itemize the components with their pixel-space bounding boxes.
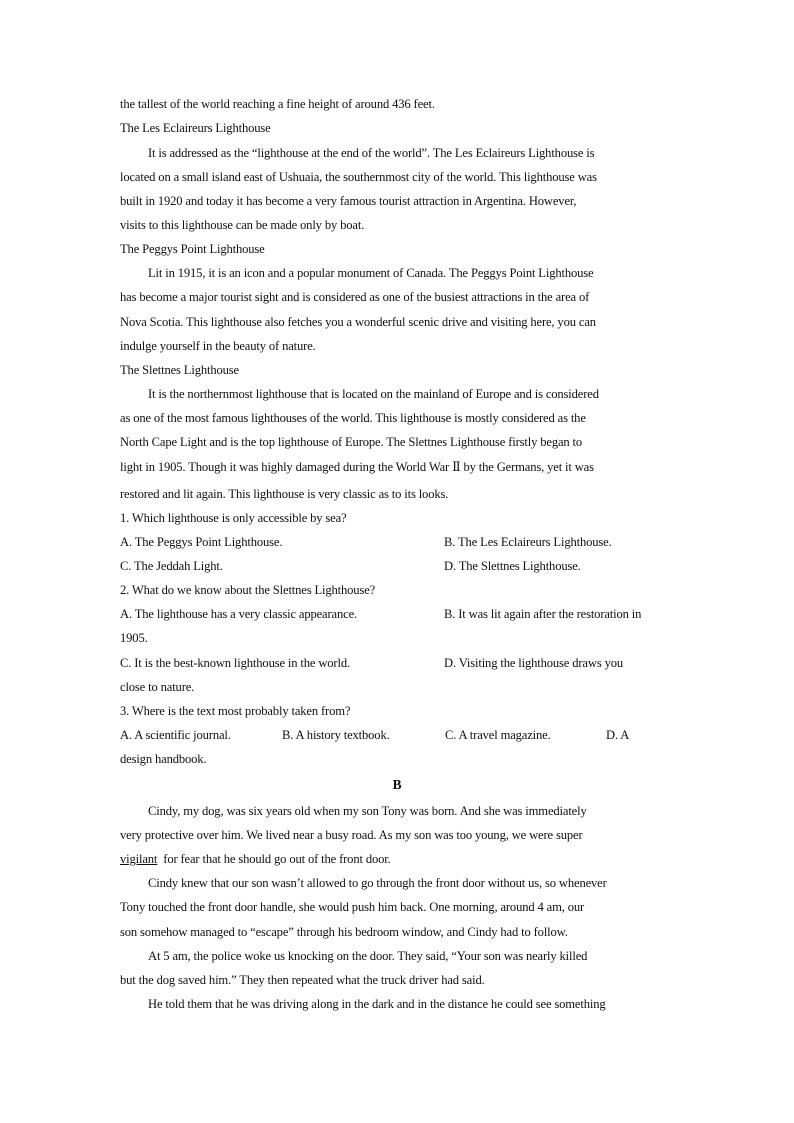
section-heading-les-eclaireurs: The Les Eclaireurs Lighthouse bbox=[120, 121, 271, 135]
question-2-option-c: C. It is the best-known lighthouse in the world. bbox=[120, 656, 350, 670]
intro-line: the tallest of the world reaching a fine height of around 436 feet. bbox=[120, 97, 435, 111]
section-heading-slettnes: The Slettnes Lighthouse bbox=[120, 363, 239, 377]
question-3-option-b: B. A history textbook. bbox=[282, 728, 390, 742]
question-2-option-b: B. It was lit again after the restoration in bbox=[444, 607, 642, 621]
paragraph-line-rest: for fear that he should go out of the front door. bbox=[157, 852, 391, 866]
paragraph-line: It is the northernmost lighthouse that is located on the mainland of Europe and is considered bbox=[148, 387, 599, 401]
paragraph-line: visits to this lighthouse can be made only by boat. bbox=[120, 218, 365, 232]
paragraph-line: Cindy knew that our son wasn’t allowed to go through the front door without us, so whenever bbox=[148, 876, 607, 890]
question-1-option-b: B. The Les Eclaireurs Lighthouse. bbox=[444, 535, 612, 549]
question-2-option-d: D. Visiting the lighthouse draws you bbox=[444, 656, 624, 670]
question-3-stem: 3. Where is the text most probably taken from? bbox=[120, 704, 351, 718]
paragraph-line: It is addressed as the “lighthouse at the end of the world”. The Les Eclaireurs Lighthouse is bbox=[148, 146, 595, 160]
paragraph-line: located on a small island east of Ushuaia, the southernmost city of the world. This lighthouse was bbox=[120, 170, 597, 184]
question-2-option-a: A. The lighthouse has a very classic appearance. bbox=[120, 607, 358, 621]
section-heading-peggys-point: The Peggys Point Lighthouse bbox=[120, 242, 265, 256]
paragraph-line: indulge yourself in the beauty of nature. bbox=[120, 339, 316, 353]
paragraph-line: At 5 am, the police woke us knocking on the door. They said, “Your son was nearly killed bbox=[148, 949, 588, 963]
paragraph-line: light in 1905. Though it was highly damaged during the World War Ⅱ by the Germans, yet it was bbox=[120, 460, 594, 474]
passage-b-heading: B bbox=[392, 777, 402, 792]
paragraph-line: Nova Scotia. This lighthouse also fetches you a wonderful scenic drive and visiting here, you can bbox=[120, 315, 596, 329]
paragraph-line: Cindy, my dog, was six years old when my son Tony was born. And she was immediately bbox=[148, 804, 587, 818]
question-2-option-b-continued: 1905. bbox=[120, 631, 148, 645]
question-1-option-a: A. The Peggys Point Lighthouse. bbox=[120, 535, 283, 549]
paragraph-line: as one of the most famous lighthouses of the world. This lighthouse is mostly considered as the bbox=[120, 411, 586, 425]
paragraph-line bbox=[120, 851, 391, 867]
question-2-stem: 2. What do we know about the Slettnes Lighthouse? bbox=[120, 583, 376, 597]
paragraph-line: has become a major tourist sight and is considered as one of the busiest attractions in the area of bbox=[120, 290, 590, 304]
question-1-option-c: C. The Jeddah Light. bbox=[120, 559, 223, 573]
paragraph-line: built in 1920 and today it has become a very famous tourist attraction in Argentina. However, bbox=[120, 194, 577, 208]
paragraph-line: but the dog saved him.” They then repeated what the truck driver had said. bbox=[120, 973, 485, 987]
question-1-option-d: D. The Slettnes Lighthouse. bbox=[444, 559, 581, 573]
underlined-word: vigilant bbox=[120, 852, 158, 866]
paragraph-line: restored and lit again. This lighthouse is very classic as to its looks. bbox=[120, 487, 449, 501]
question-3-option-d-continued: design handbook. bbox=[120, 752, 207, 766]
paragraph-line: North Cape Light and is the top lighthouse of Europe. The Slettnes Lighthouse firstly began to bbox=[120, 435, 583, 449]
paragraph-line: very protective over him. We lived near a busy road. As my son was too young, we were super bbox=[120, 828, 583, 842]
question-2-option-d-continued: close to nature. bbox=[120, 680, 195, 694]
paragraph-line: Lit in 1915, it is an icon and a popular monument of Canada. The Peggys Point Lighthouse bbox=[148, 266, 594, 280]
question-3-option-a: A. A scientific journal. bbox=[120, 728, 231, 742]
paragraph-line: son somehow managed to “escape” through his bedroom window, and Cindy had to follow. bbox=[120, 925, 568, 939]
question-3-option-d: D. A bbox=[606, 728, 630, 742]
question-1-stem: 1. Which lighthouse is only accessible by sea? bbox=[120, 511, 347, 525]
paragraph-line: He told them that he was driving along in the dark and in the distance he could see something bbox=[148, 997, 606, 1011]
paragraph-line: Tony touched the front door handle, she would push him back. One morning, around 4 am, our bbox=[120, 900, 585, 914]
question-3-option-c: C. A travel magazine. bbox=[445, 728, 551, 742]
